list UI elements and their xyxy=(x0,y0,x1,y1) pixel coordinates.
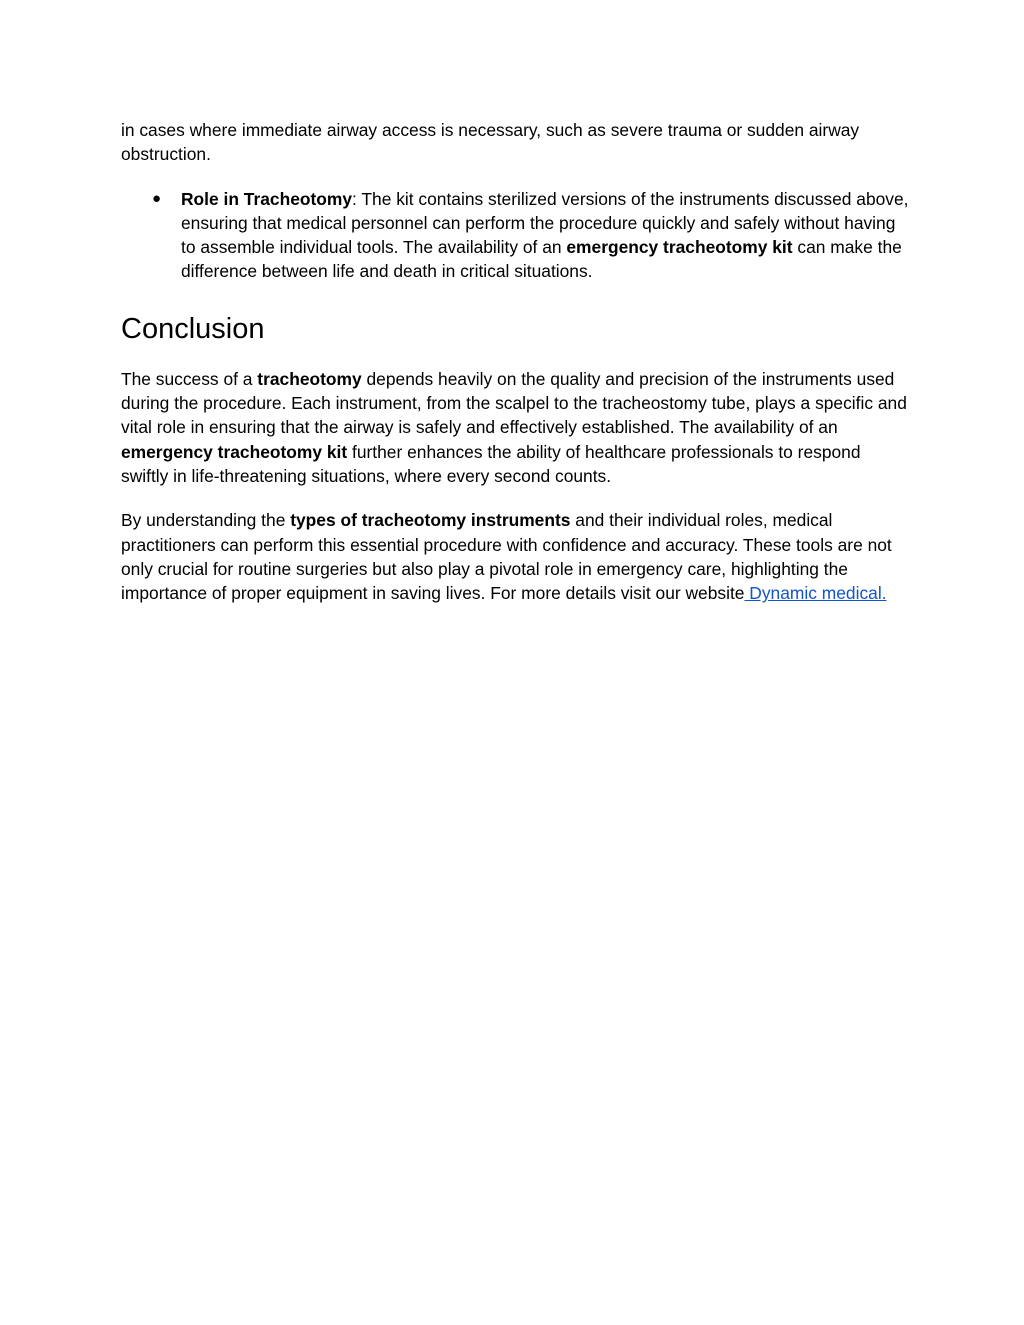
conclusion-p1-bold-tracheotomy: tracheotomy xyxy=(257,368,362,389)
bullet-list xyxy=(121,187,911,284)
bullet-title: Role in Tracheotomy xyxy=(181,188,353,209)
intro-paragraph xyxy=(121,118,911,167)
conclusion-paragraph-1 xyxy=(121,367,911,488)
page-content xyxy=(121,118,911,605)
conclusion-p2-bold-instruments: types of tracheotomy instruments xyxy=(290,510,571,531)
conclusion-heading: Conclusion xyxy=(121,312,265,345)
conclusion-paragraph-2 xyxy=(121,508,911,605)
conclusion-p1-bold-emergency-kit: emergency tracheotomy kit xyxy=(121,441,348,462)
bullet-text-2: can make the difference between life and death in critical situations. xyxy=(181,237,902,282)
conclusion-p1-text-3: further enhances the ability of healthcare professionals to respond swiftly in life-threatening situations, where every second counts. xyxy=(121,441,861,486)
conclusion-p1-text-1: The success of a xyxy=(121,368,258,389)
list-item-role-in-tracheotomy xyxy=(121,187,911,284)
intro-text: in cases where immediate airway access is necessary, such as severe trauma or sudden airway obstruction. xyxy=(121,120,860,165)
conclusion-p2-text-2: and their individual roles, medical practitioners can perform this essential procedure with confidence and accuracy. These tools are not only crucial for routine surgeries but also play a pivotal role in emergency care, highlighting the importance of proper equipment in saving lives. For more details visit our website xyxy=(121,510,892,604)
bullet-text-1: : The kit contains sterilized versions of the instruments discussed above, ensuring that medical personnel can perform the procedure quickly and safely without having to assemble individual tools. The availability of an xyxy=(181,188,909,258)
bullet-marker: ● xyxy=(152,189,162,207)
conclusion-p2-text-1: By understanding the xyxy=(121,510,291,531)
bullet-bold-emergency-kit: emergency tracheotomy kit xyxy=(566,237,793,258)
dynamic-medical-link[interactable]: Dynamic medical. xyxy=(744,583,887,604)
conclusion-p1-text-2: depends heavily on the quality and precision of the instruments used during the procedure. Each instrument, from the scalpel to the tracheostomy tube, plays a specific and vital role in ensuring that the airway is safely and effectively established. The availability of an xyxy=(121,368,907,438)
